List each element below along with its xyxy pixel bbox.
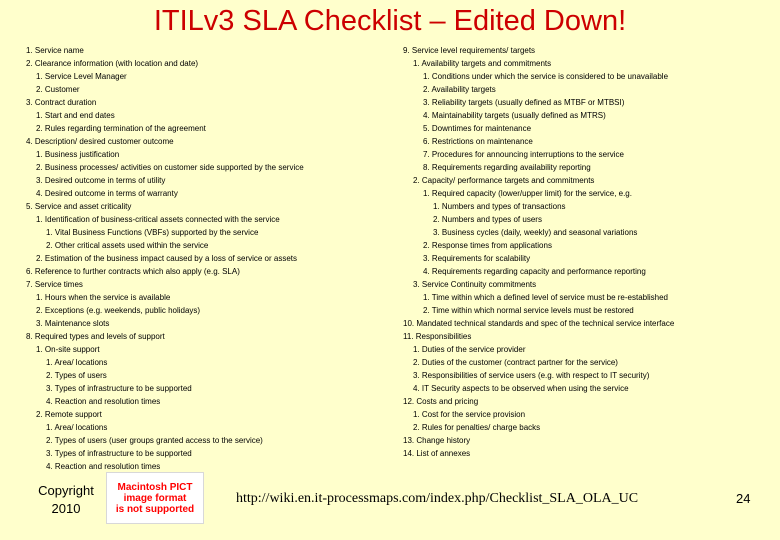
checklist-item: 1. Availability targets and commitments xyxy=(413,59,552,68)
copyright-notice xyxy=(34,482,98,518)
checklist-item: 3. Reliability targets (usually defined as MTBF or MTBSI) xyxy=(423,98,625,107)
checklist-item: 1. Conditions under which the service is considered to be unavailable xyxy=(423,72,669,81)
checklist-item: 7. Procedures for announcing interruptions to the service xyxy=(423,150,625,159)
checklist-item: 12. Costs and pricing xyxy=(403,397,479,406)
checklist-item: 5. Downtimes for maintenance xyxy=(423,124,532,133)
checklist-item: 2. Availability targets xyxy=(423,85,496,94)
page-number: 24 xyxy=(736,491,751,506)
checklist-item: 2. Duties of the customer (contract partner for the service) xyxy=(413,358,618,367)
checklist-item: 4. Desired outcome in terms of warranty xyxy=(36,189,178,198)
checklist-item: 2. Clearance information (with location and date) xyxy=(26,59,199,68)
checklist-item: 11. Responsibilities xyxy=(403,332,472,341)
checklist-item: 13. Change history xyxy=(403,436,471,445)
checklist-item: 1. Hours when the service is available xyxy=(36,293,171,302)
checklist-item: 1. Service Level Manager xyxy=(36,72,127,81)
checklist-item: 2. Capacity/ performance targets and commitments xyxy=(413,176,595,185)
checklist-item: 2. Response times from applications xyxy=(423,241,552,250)
checklist-item: 6. Reference to further contracts which also apply (e.g. SLA) xyxy=(26,267,240,276)
checklist-item: 2. Types of users xyxy=(46,371,107,380)
checklist-item: 1. Cost for the service provision xyxy=(413,410,526,419)
checklist-item: 3. Contract duration xyxy=(26,98,97,107)
checklist-item: 2. Rules regarding termination of the agreement xyxy=(36,124,206,133)
checklist-item: 2. Exceptions (e.g. weekends, public holidays) xyxy=(36,306,201,315)
pict-line: Macintosh PICT xyxy=(117,481,193,493)
checklist-item: 1. Service name xyxy=(26,46,84,55)
checklist-item: 1. Numbers and types of transactions xyxy=(433,202,566,211)
checklist-item: 1. Time within which a defined level of service must be re-established xyxy=(423,293,669,302)
checklist-item: 2. Numbers and types of users xyxy=(433,215,542,224)
checklist-item: 5. Service and asset criticality xyxy=(26,202,132,211)
checklist-item: 3. Types of infrastructure to be supported xyxy=(46,384,192,393)
checklist-item: 7. Service times xyxy=(26,280,83,289)
unsupported-image-placeholder xyxy=(106,472,204,524)
checklist-item: 3. Business cycles (daily, weekly) and seasonal variations xyxy=(433,228,638,237)
checklist-item: 3. Desired outcome in terms of utility xyxy=(36,176,166,185)
source-url: http://wiki.en.it-processmaps.com/index.php/Checklist_SLA_OLA_UC xyxy=(236,491,639,506)
checklist-item: 2. Rules for penalties/ charge backs xyxy=(413,423,541,432)
checklist-item: 4. Requirements regarding capacity and performance reporting xyxy=(423,267,646,276)
checklist-right-column xyxy=(403,44,763,460)
checklist-item: 2. Time within which normal service levels must be restored xyxy=(423,306,634,315)
checklist-item: 10. Mandated technical standards and spec of the technical service interface xyxy=(403,319,675,328)
checklist-item: 1. Identification of business-critical assets connected with the service xyxy=(36,215,280,224)
checklist-item: 14. List of annexes xyxy=(403,449,471,458)
checklist-item: 4. Reaction and resolution times xyxy=(46,397,161,406)
checklist-item: 2. Other critical assets used within the service xyxy=(46,241,209,250)
checklist-item: 8. Requirements regarding availability reporting xyxy=(423,163,591,172)
checklist-item: 2. Estimation of the business impact caused by a loss of service or assets xyxy=(36,254,298,263)
checklist-item: 6. Restrictions on maintenance xyxy=(423,137,533,146)
checklist-left-column xyxy=(26,44,366,473)
copyright-year: 2010 xyxy=(51,501,81,516)
slide-title: ITILv3 SLA Checklist – Edited Down! xyxy=(153,5,627,37)
checklist-item: 1. Vital Business Functions (VBFs) supported by the service xyxy=(46,228,259,237)
checklist-item: 4. IT Security aspects to be observed when using the service xyxy=(413,384,629,393)
checklist-item: 1. Duties of the service provider xyxy=(413,345,526,354)
checklist-item: 3. Responsibilities of service users (e.g. with respect to IT security) xyxy=(413,371,650,380)
checklist-item: 3. Requirements for scalability xyxy=(423,254,531,263)
pict-line: is not supported xyxy=(115,503,195,515)
checklist-item: 8. Required types and levels of support xyxy=(26,332,165,341)
checklist-item: 4. Description/ desired customer outcome xyxy=(26,137,174,146)
pict-line: image format xyxy=(123,492,187,504)
checklist-item: 3. Service Continuity commitments xyxy=(413,280,537,289)
checklist-item: 1. Business justification xyxy=(36,150,120,159)
checklist-item: 1. On-site support xyxy=(36,345,100,354)
checklist-item: 3. Maintenance slots xyxy=(36,319,110,328)
checklist-item: 1. Area/ locations xyxy=(46,358,108,367)
checklist-item: 1. Required capacity (lower/upper limit) for the service, e.g. xyxy=(423,189,632,198)
copyright-label: Copyright xyxy=(38,483,94,498)
checklist-item: 1. Area/ locations xyxy=(46,423,108,432)
checklist-item: 3. Types of infrastructure to be supported xyxy=(46,449,192,458)
checklist-item: 2. Types of users (user groups granted access to the service) xyxy=(46,436,263,445)
checklist-item: 4. Reaction and resolution times xyxy=(46,462,161,471)
checklist-item: 2. Customer xyxy=(36,85,80,94)
checklist-item: 2. Business processes/ activities on customer side supported by the service xyxy=(36,163,304,172)
checklist-item: 4. Maintainability targets (usually defined as MTRS) xyxy=(423,111,606,120)
checklist-item: 2. Remote support xyxy=(36,410,102,419)
checklist-item: 1. Start and end dates xyxy=(36,111,115,120)
checklist-item: 9. Service level requirements/ targets xyxy=(403,46,536,55)
